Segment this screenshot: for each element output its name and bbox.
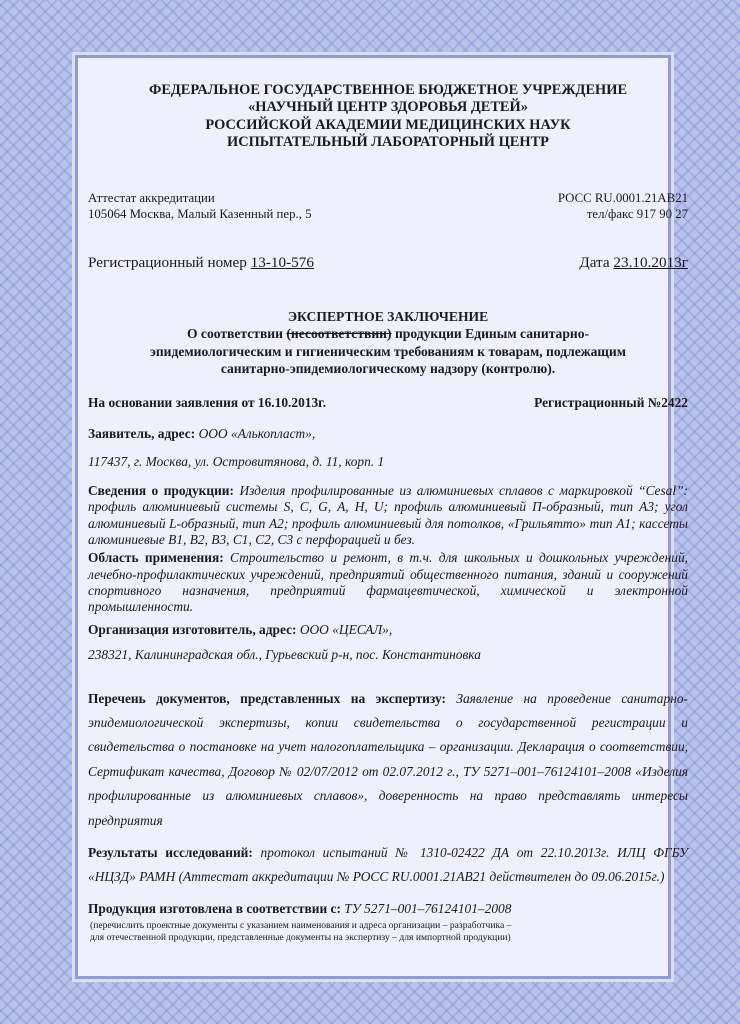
- manufactured-note-1: (перечислить проектные документы с указанием наименования и адреса организации – разработчика –: [90, 920, 512, 932]
- documents-text: Заявление на проведение санитарно-эпидемиологической экспертизы, копии свидетельства о государственной регистрации и свидетельства о постановке на учет налогоплательщика – организации. Декларация о соответствии, Сертификат качества, Договор № 02/07/2012 от 02.07.2012 г., ТУ 5271–001–76124101–2008 «Изделия профилированные из алюминиевых сплавов», доверенность на право представлять интересы предприятия: [88, 690, 688, 828]
- accreditation-number: РОСС RU.0001.21АВ21: [557, 191, 688, 206]
- product-label: Сведения о продукции:: [88, 483, 234, 499]
- manufacturer-label: Организация изготовитель, адрес:: [88, 621, 297, 637]
- header-line-2: «НАУЧНЫЙ ЦЕНТР ЗДОРОВЬЯ ДЕТЕЙ»: [248, 99, 528, 116]
- registration-label: Регистрационный номер: [88, 254, 247, 272]
- applicant-block: [88, 422, 688, 473]
- scope-label: Область применения:: [88, 550, 224, 566]
- header-line-4: ИСПЫТАТЕЛЬНЫЙ ЛАБОРАТОРНЫЙ ЦЕНТР: [227, 133, 549, 150]
- header-line-3: РОССИЙСКОЙ АКАДЕМИИ МЕДИЦИНСКИХ НАУК: [205, 116, 571, 133]
- applicant-address: 117437, г. Москва, ул. Островитянова, д. 11, корп. 1: [88, 453, 385, 469]
- institution-header: [88, 82, 688, 151]
- scope-text: Строительство и ремонт, в т.ч. для школьных и дошкольных учреждений, лечебно-профилактических учреждений, предприятий общественного питания, зданий и сооружений спортивного назначения, предприятий фармацевтической, химической и электронной промышленности.: [88, 550, 689, 615]
- manufacturer-address: 238321, Калининградская обл., Гурьевский р-н, пос. Константиновка: [88, 647, 481, 663]
- accreditation-label: Аттестат аккредитации: [88, 191, 215, 206]
- manufactured-note-2: для отечественной продукции, представленные документы на экспертизу – для импортной продукции): [90, 932, 511, 944]
- registration-number: 13-10-576: [250, 254, 314, 272]
- conclusion-title: ЭКСПЕРТНОЕ ЗАКЛЮЧЕНИЕ: [287, 309, 489, 325]
- conclusion-line1-pre: О соответствии: [186, 326, 283, 342]
- manufactured-label: Продукция изготовлена в соответствии с:: [88, 900, 341, 916]
- results-block: [88, 841, 688, 890]
- results-text: протокол испытаний № 1310-02422 ДА от 22.10.2013г. ИЛЦ ФГБУ «НЦЗД» РАМН (Аттестат аккредитации № РОСС RU.0001.21АВ21 действителен до 09.06.2015г.): [88, 845, 688, 885]
- document-body: [88, 70, 688, 970]
- results-label: Результаты исследований:: [88, 845, 253, 861]
- documents-block: [88, 687, 688, 833]
- manufactured-text: ТУ 5271–001–76124101–2008: [344, 900, 512, 916]
- documents-label: Перечень документов, представленных на экспертизу:: [88, 690, 446, 706]
- manufacturer-block: [88, 618, 688, 667]
- basis-application: На основании заявления от 16.10.2013г.: [88, 394, 327, 410]
- header-line-1: ФЕДЕРАЛЬНОЕ ГОСУДАРСТВЕННОЕ БЮДЖЕТНОЕ УЧРЕЖДЕНИЕ: [148, 82, 628, 98]
- product-text: Изделия профилированные из алюминиевых сплавов с маркировкой “Cesal”: профиль алюминиевый системы S, C, G, A, H, U; профиль алюминиевый П-образный, тип А3; угол алюминиевый L-образный, тип А2; профиль алюминиевый для потолков, «Грильятто» тип А1; кассеты алюминиевые В1, В2, В3, С1, С2, С3 с перфорацией и без.: [88, 483, 689, 548]
- basis-registration: Регистрационный №2422: [534, 394, 688, 410]
- manufacturer-name: ООО «ЦЕСАЛ»,: [299, 621, 393, 637]
- registration-date: 23.10.2013г: [613, 254, 688, 272]
- conclusion-line-3: санитарно-эпидемиологическому надзору (контролю).: [220, 361, 556, 377]
- conclusion-line-2: эпидемиологическим и гигиеническим требованиям к товарам, подлежащим: [149, 343, 627, 359]
- applicant-name: ООО «Алькопласт»,: [198, 426, 316, 442]
- registration-row: [88, 253, 688, 274]
- institution-phone: тел/факс 917 90 27: [586, 207, 688, 222]
- applicant-label: Заявитель, адрес:: [88, 426, 196, 442]
- conclusion-line1-strike: (несоответствии): [286, 326, 392, 342]
- accreditation-block: [88, 191, 688, 223]
- conclusion-title-block: [88, 308, 688, 378]
- date-label: Дата: [579, 254, 610, 272]
- scope-block: [88, 550, 688, 615]
- product-block: [88, 483, 688, 548]
- conclusion-line1-post: продукции Единым санитарно-: [394, 326, 590, 342]
- basis-row: [88, 394, 688, 413]
- manufactured-block: [88, 900, 688, 944]
- institution-address: 105064 Москва, Малый Казенный пер., 5: [88, 207, 312, 222]
